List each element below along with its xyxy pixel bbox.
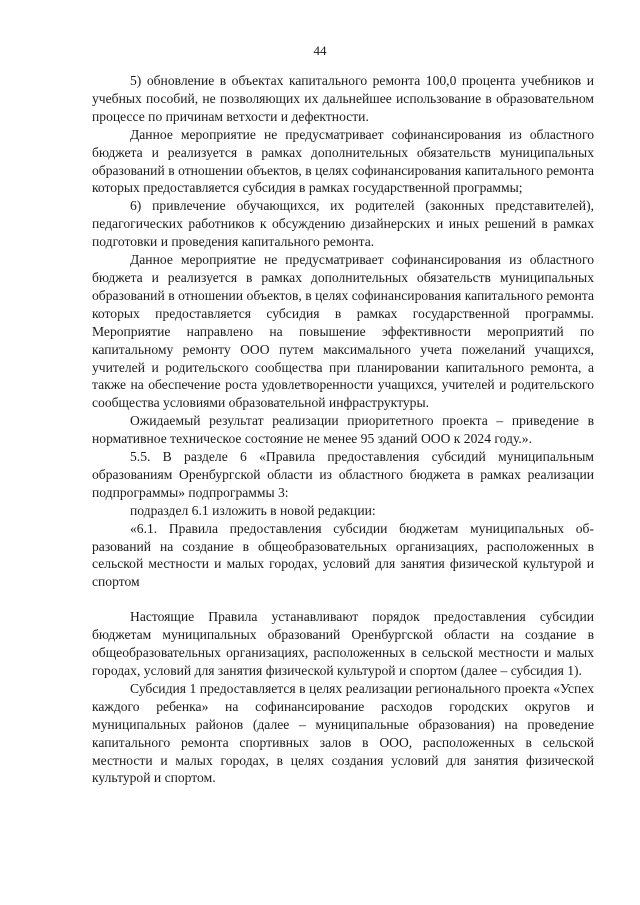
document-body [92, 72, 594, 787]
paragraph-cofinancing-note-2: Данное мероприятие не предусматривает софинансирования из областного бюджета и реализуется в рамках дополнительных обязательств муниципальных образований в отношении объектов, в целях софинансирования капитального ремонта которых предоставляется субсидия в рамках государственной программы. Мероприятие направлено на повышение эффективности мероприятий по капитальному ремонту ООО путем максимального учета пожеланий учащихся, учителей и родительского сообщества при планировании капитального ремонта, а также на обеспечение роста удовлетворенности учащихся, учителей и родительского сообщества условиями образовательной инфраструктуры. [92, 252, 594, 411]
paragraph-item-6-stakeholder-involvement: 6) привлечение обучающихся, их родителей (законных представителей), педагогических работников к обсуждению дизайнерских и иных решений в рамках подготовки и проведения капитального ремонта. [92, 198, 594, 250]
paragraph-expected-result: Ожидаемый результат реализации приоритетного проекта – приведение в нормативное техническое состояние не менее 95 зданий ООО к 2024 году.». [92, 413, 594, 447]
paragraph-subsection-6-1-intro: подраздел 6.1 изложить в новой редакции: [130, 502, 376, 518]
paragraph-item-5-textbook-update: 5) обновление в объектах капитального ремонта 100,0 процента учебников и учебных пособий, не позволяющих их дальнейшее использование в образовательном процессе по причинам ветхости и дефектности. [92, 73, 594, 124]
paragraph-subsidy-purpose: Субсидия 1 предоставляется в целях реализации регионального проекта «Успех каждого ребенка» на софинансирование расходов городских округов и муниципальных районов (далее – муниципальные образования) на проведение капитального ремонта спортивных залов в ООО, расположенных в сельской местности и малых городах, в целях создания условий для занятия физической культурой и спортом. [92, 680, 594, 786]
paragraph-section-5-5: 5.5. В разделе 6 «Правила предоставления субсидий муниципальным образованиям Оренбургской области из областного бюджета в рамках реализации подпрограммы» подпрограммы 3: [92, 449, 594, 500]
paragraph-rules-scope: Настоящие Правила устанавливают порядок предоставления субсидии бюджетам муниципальных образований Оренбургской области на создание в общеобразовательных организациях, расположенных в сельской местности и малых городах, условий для занятия физической культурой и спортом (далее – субсидия 1). [92, 609, 594, 678]
paragraph-subsection-6-1-title: «6.1. Правила предоставления субсидии бюджетам муниципальных образований на создание в общеобразовательных организациях, расположенных в сельской местности и малых городах, условий для занятия физической культурой и спортом [92, 520, 594, 590]
page-number: 44 [313, 43, 327, 58]
paragraph-cofinancing-note-1: Данное мероприятие не предусматривает софинансирования из областного бюджета и реализуется в рамках дополнительных обязательств муниципальных образований в отношении объектов, в целях софинансирования капитального ремонта которых предоставляется субсидия в рамках государственной программы; [92, 126, 594, 196]
